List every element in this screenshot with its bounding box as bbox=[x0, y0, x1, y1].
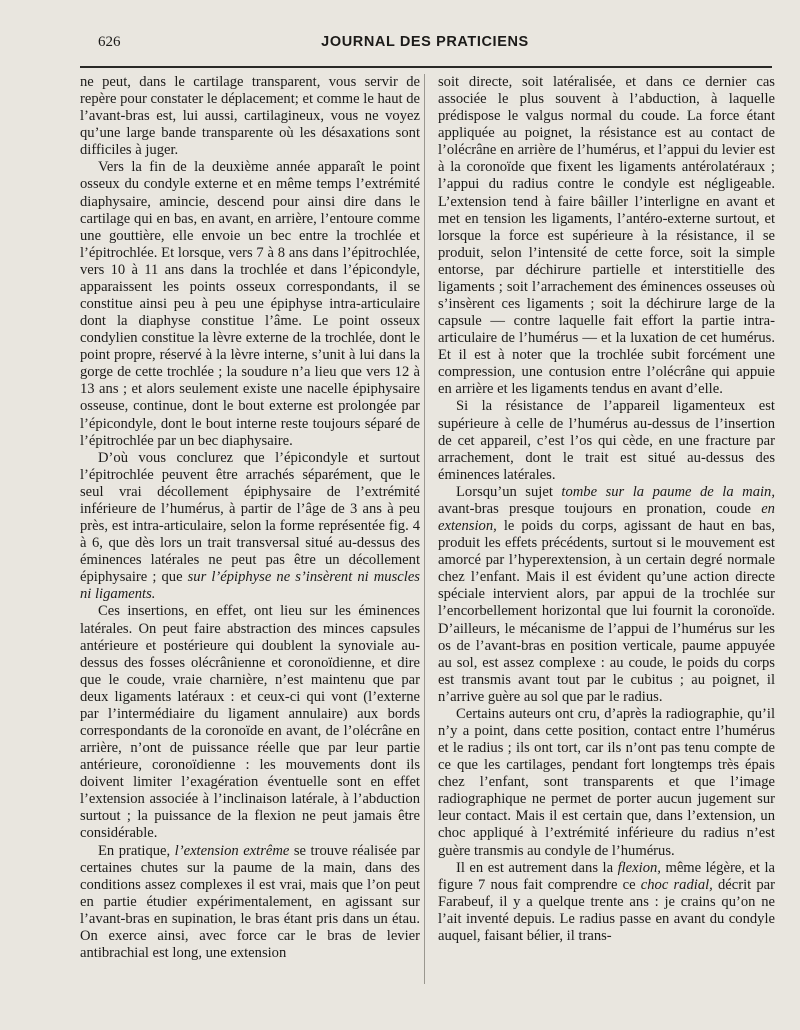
paragraph: soit directe, soit latéralisée, et dans ce dernier cas associée le plus souvent à l’abduction, à laquelle prédispose le valgus normal du coude. La force étant appliquée au poignet, la résistance est au contact de l’olécrâne en arrière de l’humérus, et l’appui du levier est à la coronoïde que fixent les ligaments antérolatéraux ; l’appui du radius contre le condyle est négligeable. L’extension tend à faire bâiller l’interligne en avant et met en tension les ligaments, l’antéro-externe surtout, et lorsque la force est supérieure à la résistance, il se produit, selon l’intensité de cette force, soit la simple entorse, par déchirure partielle et interstitielle des ligaments ; soit l’arrachement des éminences osseuses où s’insèrent ces ligaments ; soit la déchirure large de la capsule — contre laquelle fait effort la partie intra-articulaire de l’humérus — et la luxation de cet humérus. Et il est à noter que la trochlée subit forcément une compression, une contusion entre l’olécrâne qui appuie en arrière et les ligaments tendus en avant d’elle. bbox=[438, 74, 775, 398]
italic-text: flexion, bbox=[617, 859, 661, 876]
paragraph bbox=[80, 450, 420, 604]
paragraph: ne peut, dans le cartilage transparent, vous servir de repère pour constater le déplacement; et comme le haut de l’avant-bras est, lui aussi, cartilagineux, vous ne voyez qu’une large bande transparente où les désaxations sont difficiles à juger. bbox=[80, 74, 420, 159]
text-run: En pratique, bbox=[98, 842, 171, 859]
italic-text: choc radial, bbox=[640, 876, 713, 893]
italic-text: en extension, bbox=[438, 500, 775, 535]
italic-text: tombe sur la paume de la main, bbox=[561, 483, 775, 500]
italic-text: l’extension extrême bbox=[174, 842, 290, 859]
page-header bbox=[80, 34, 770, 54]
running-title: JOURNAL DES PRATICIENS bbox=[321, 34, 529, 50]
paragraph: Ces insertions, en effet, ont lieu sur les éminences latérales. On peut faire abstraction des minces capsules antérieure et postérieure qui doublent la synoviale au-dessus des fosses olécrânienne et coronoïdienne, et dire que le coude, vraie charnière, n’est maintenu que par deux ligaments latéraux : et ceux-ci qui vont (l’externe par l’intermédiaire du ligament annulaire) aux bords correspondants de la coronoïde en avant, de l’olécrâne en arrière, n’ont de puissance réelle que par leur partie antérieure, coronoïdienne : les mouvements dont ils doivent limiter l’exagération éventuelle sont en effet l’extension associée à l’inclinaison latérale, à l’abduction surtout ; la puissance de la flexion ne peut jamais être considérable. bbox=[80, 603, 420, 842]
italic-text: sur l’épiphyse ne s’insèrent ni muscles ni ligaments. bbox=[80, 569, 420, 603]
text-run: Il en est autrement dans la bbox=[456, 859, 614, 876]
text-run: avant-bras presque toujours en pronation, coude bbox=[438, 500, 752, 517]
paragraph: Si la résistance de l’appareil ligamenteux est supérieure à celle de l’humérus au-dessus de l’insertion de cet appareil, c’est l’os qui cède, en une fracture par arrachement, dont le trait est situé au-dessus des éminences latérales. bbox=[438, 398, 775, 483]
text-run: le poids du corps, agissant de haut en bas, produit les effets précédents, surtout si le mouvement est amorcé par l’hyperextension, à un certain degré normale chez l’enfant. Mais il est évident qu’une action directe spéciale intervient alors, par appui de la trochlée sur l’encorbellement horizontal que lui fournit la coronoïde. D’ailleurs, le mécanisme de l’appui de l’humérus sur les os de l’avant-bras en position verticale, paume appuyée au sol, est assez complexe : au coude, le poids du corps est transmis avant tout par le cubitus ; au poignet, il n’arrive guère au sol que par le radius. bbox=[438, 518, 775, 705]
paragraph bbox=[438, 860, 775, 945]
paragraph: Certains auteurs ont cru, d’après la radiographie, qu’il n’y a point, dans cette position, contact entre l’humérus et le radius ; ils ont tort, car ils n’ont pas tenu compte de ce que les cartilages, pendant fort longtemps très épais chez l’enfant, sont transparents et que l’image radiographique ne permet de porter aucun jugement sur leur contact. Mais il est certain que, dans l’extension, un choc appliqué à l’extrémité inférieure du radius n’est guère transmis au condyle de l’humérus. bbox=[438, 705, 775, 859]
text-run: Lorsqu’un sujet bbox=[456, 483, 553, 500]
page-number: 626 bbox=[98, 34, 121, 50]
text-run: se trouve réalisée par certaines chutes sur la paume de la main, dans des conditions assez complexes il est vrai, mais que l’on peut en partie étudier expérimentalement, en agissant sur l’avant-bras en supination, le bras étant pris dans un étau. On exerce ainsi, avec force car le bras de levier antibrachial est long, une extension bbox=[80, 842, 420, 961]
text-run: D’où vous conclurez que l’épicondyle et surtout l’épitrochlée peuvent être arrachés séparément, que le seul vrai décollement épiphysaire de l’extrémité inférieure de l’humérus, à partir de l’âge de 3 ans à peu près, est intra-articulaire, selon la forme représentée fig. 4 à 6, que dès lors un trait transversal situé au-dessus des éminences latérales ne peut pas être un décollement épiphysaire ; que bbox=[80, 449, 420, 586]
column-divider bbox=[424, 74, 425, 984]
paragraph: Vers la fin de la deuxième année apparaît le point osseux du condyle externe et en même temps l’extrémité diaphysaire, amincie, descend pour ainsi dire dans le cartilage qui en bas, en avant, en arrière, l’entoure comme une gouttière, elle envoie un bec entre la trochlée et l’épitrochlée. Et lorsque, vers 7 à 8 ans dans l’épitrochlée, vers 10 à 11 ans dans la trochlée et dans l’épicondyle, apparaissent les points osseux correspondants, il se constitue ainsi peu à peu une épiphyse intra-articulaire dont la diaphyse constitue l’âme. Le point osseux condylien constitue la lèvre externe de la trochlée, dont le point propre, réservé à la lèvre interne, s’unit à lui dans la gorge de cette trochlée ; la soudure n’a lieu que vers 12 à 13 ans ; et alors seulement existe une nacelle épiphysaire osseuse, continue, dont le bout externe est prolongée par l’épicondyle, dont le bout interne reste toujours séparé de l’épitrochlée par un bec diaphysaire. bbox=[80, 159, 420, 449]
paragraph bbox=[80, 843, 420, 963]
text-run: décrit par Farabeuf, il y a quelque trente ans : je crains qu’on ne l’ait inventé depuis. Le radius passe en avant du condyle auquel, faisant bélier, il trans- bbox=[438, 876, 776, 944]
text-run: même légère, et la figure 7 nous fait comprendre ce bbox=[438, 859, 775, 893]
right-column bbox=[438, 74, 775, 945]
paragraph bbox=[438, 484, 775, 706]
left-column bbox=[80, 74, 420, 962]
header-rule bbox=[80, 66, 772, 68]
